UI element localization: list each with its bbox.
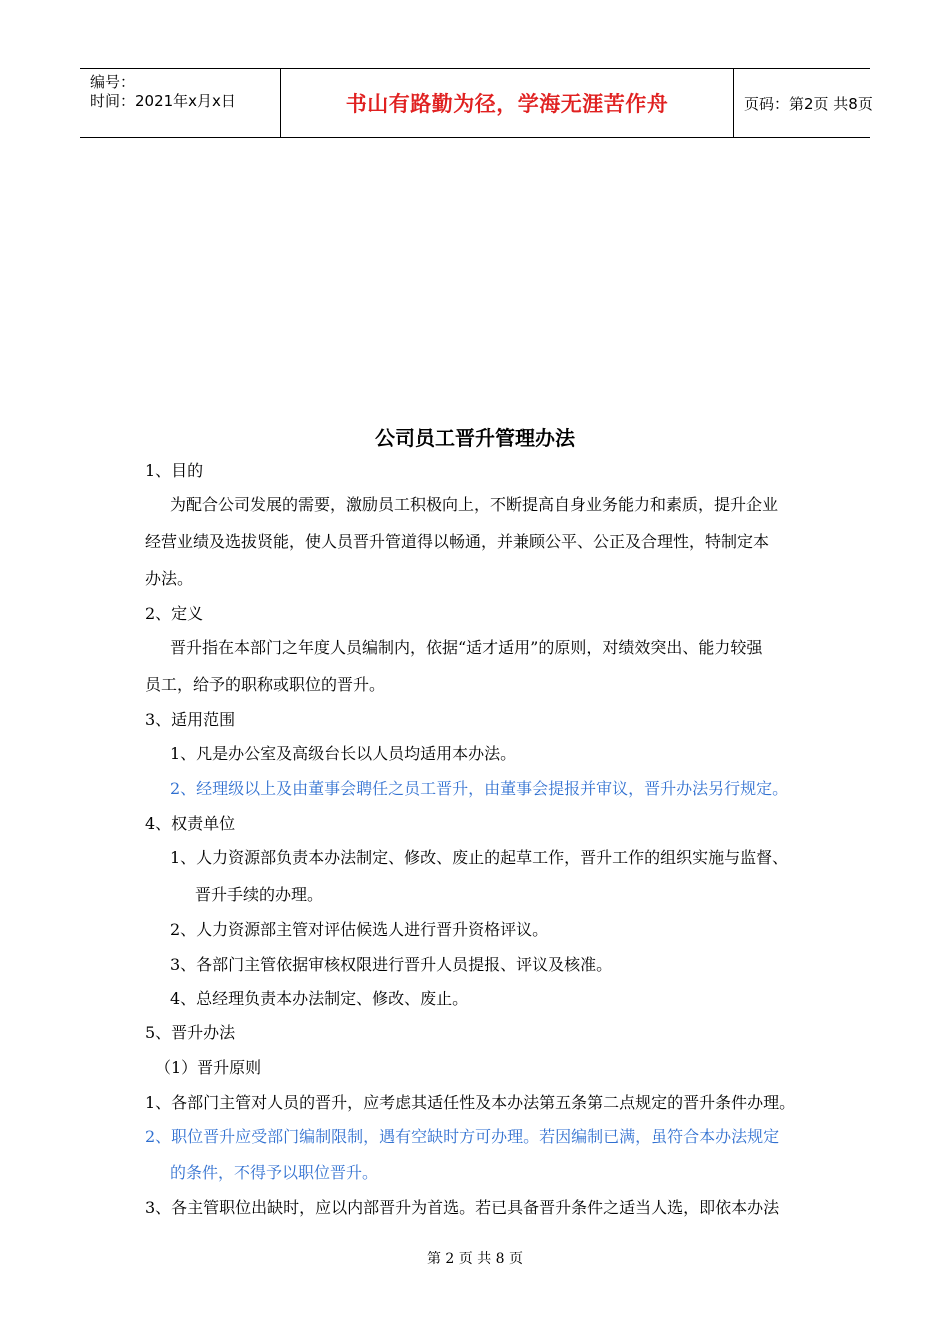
list-item: 3、各主管职位出缺时，应以内部晋升为首选。若已具备晋升条件之适当人选，即依本办法 — [145, 1198, 780, 1217]
subsection-heading: （1）晋升原则 — [155, 1058, 262, 1077]
paragraph-line: 办法。 — [145, 569, 194, 588]
paragraph-line: 为配合公司发展的需要，激励员工积极向上，不断提高自身业务能力和素质，提升企业 — [170, 495, 779, 514]
list-item: 4、总经理负责本办法制定、修改、废止。 — [170, 989, 469, 1008]
section-heading: 2、定义 — [145, 604, 204, 623]
paragraph-line: 经营业绩及选拔贤能，使人员晋升管道得以畅通，并兼顾公平、公正及合理性，特制定本 — [145, 532, 770, 551]
time-label: 时间：2021年x月x日 — [90, 92, 236, 110]
header-page-cell — [734, 69, 880, 137]
section-heading: 4、权责单位 — [145, 814, 236, 833]
page-code: 页码：第2页 共8页 — [744, 94, 873, 113]
list-item: 2、人力资源部主管对评估候选人进行晋升资格评议。 — [170, 920, 549, 939]
list-item-highlight: 2、职位晋升应受部门编制限制，遇有空缺时方可办理。若因编制已满，虽符合本办法规定 — [145, 1127, 780, 1146]
number-label: 编号： — [90, 73, 136, 91]
section-heading: 5、晋升办法 — [145, 1023, 236, 1042]
document-header — [80, 68, 873, 138]
document-title: 公司员工晋升管理办法 — [375, 426, 575, 450]
list-item-highlight-continuation: 的条件，不得予以职位晋升。 — [170, 1163, 379, 1182]
section-heading: 3、适用范围 — [145, 710, 236, 729]
header-motto-cell — [280, 69, 734, 137]
list-item: 1、人力资源部负责本办法制定、修改、废止的起草工作，晋升工作的组织实施与监督、 — [170, 848, 789, 867]
paragraph-line: 员工，给予的职称或职位的晋升。 — [145, 675, 386, 694]
page-footer: 第 2 页 共 8 页 — [426, 1251, 524, 1267]
list-item: 1、凡是办公室及高级台长以人员均适用本办法。 — [170, 744, 517, 763]
paragraph-line: 晋升指在本部门之年度人员编制内，依据“适才适用”的原则，对绩效突出、能力较强 — [170, 638, 763, 657]
header-left-cell — [80, 69, 280, 137]
motto-text: 书山有路勤为径，学海无涯苦作舟 — [345, 92, 669, 116]
list-item-highlight: 2、经理级以上及由董事会聘任之员工晋升，由董事会提报并审议，晋升办法另行规定。 — [170, 779, 789, 798]
section-heading: 1、目的 — [145, 461, 204, 480]
list-item: 1、各部门主管对人员的晋升，应考虑其适任性及本办法第五条第二点规定的晋升条件办理。 — [145, 1093, 796, 1112]
list-item-continuation: 晋升手续的办理。 — [195, 885, 324, 904]
list-item: 3、各部门主管依据审核权限进行晋升人员提报、评议及核准。 — [170, 955, 613, 974]
